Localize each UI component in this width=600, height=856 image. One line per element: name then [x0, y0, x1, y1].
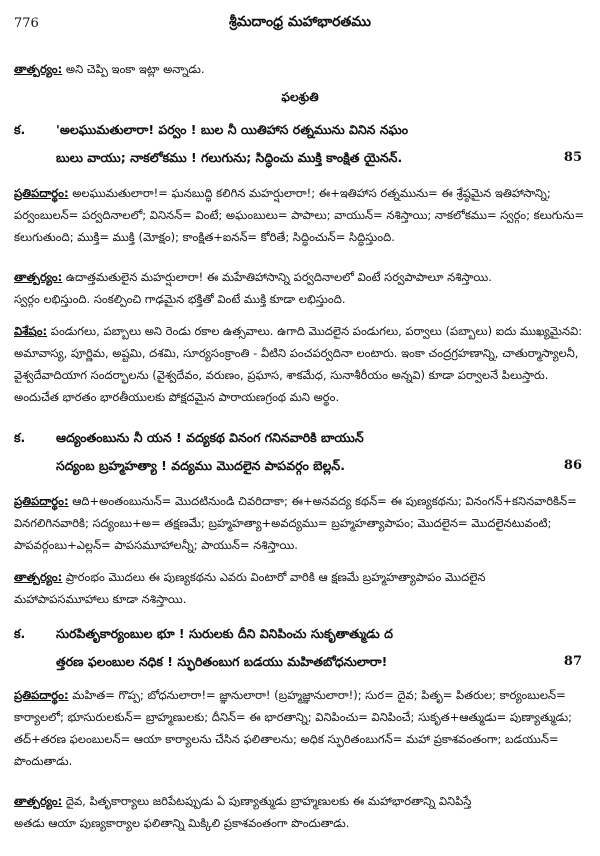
tat-text: ప్రారంభం మొదలు ఈ పుణ్యకథను ఎవరు వింటారో వారికి ఆ క్షణమే బ్రహ్మహత్యాపాపం మొదలైన: [65, 570, 486, 584]
verse-number: 85: [563, 150, 582, 165]
prati-line: వినగలిగినవారికి; సద్యంబు+అ= తక్షణమే; బ్రహ్మహత్యా+అవద్యము= బ్రహ్మహత్యాపాపం; మొదలైన= మొదలైనటువంటి;: [14, 516, 552, 530]
tat-line: స్వర్గం లభిస్తుంది. సంకల్పించి గాఢమైన భక్తితో వింటే ముక్తి కూడా లభిస్తుంది.: [14, 292, 346, 306]
tat-label: తాత్పర్యం:: [14, 570, 63, 584]
tat-label: తాత్పర్యం:: [14, 794, 63, 808]
verse-85-tatparyam: [14, 266, 586, 310]
page-number: 776: [14, 16, 39, 31]
running-title: శ్రీమదాంధ్ర మహాభారతము: [229, 14, 371, 30]
vis-line: [14, 320, 586, 342]
intro-text: అని చెప్పి ఇంకా ఇట్లా అన్నాడు.: [65, 62, 205, 76]
verse-line-1: ఆద్యంతంబును నీ యన ! వద్యకథ వినంగ గనినవారికి బాయున్: [56, 430, 364, 445]
verse-line-1: 'అలఘుమతులారా! పర్వం ! బుల నీ యితిహాస రత్నమును వినిన నఘం: [56, 122, 409, 137]
verse-85-pratipadartham: [14, 182, 586, 248]
verse-line-2: త్తరణ ఫలంబుల నధిక ! స్ఫురితంబుగ బడయు మహితబోధనులారా!: [56, 654, 388, 669]
prati-line: పొందుతాడు.: [14, 754, 73, 768]
verse-number: 87: [563, 654, 582, 669]
tat-line: మహాపాపసమూహాలు కూడా నశిస్తాయి.: [14, 592, 187, 606]
intro-label: తాత్పర్యం:: [14, 62, 63, 76]
prati-line: [14, 490, 586, 512]
verse-meter: క.: [14, 122, 26, 137]
prati-label: ప్రతిపదార్థం:: [14, 494, 69, 508]
prati-label: ప్రతిపదార్థం:: [14, 688, 69, 702]
verse-87: [14, 626, 586, 676]
prati-text: ఆది+అంతంబునున్= మొదటినుండి చివరిదాకా; ఈ+అనవద్య కథన్= ఈ పుణ్యకథను; వినంగన్+కనినవారికిన్=: [72, 494, 577, 508]
intro-paragraph: [14, 58, 586, 80]
verse-86: [14, 430, 586, 480]
tat-line: [14, 266, 586, 288]
vis-line: వైశ్వదేవాదియాగ సందర్భాలను (వైశ్వదేవం, వరుణం, ప్రఘాస, శాకమేధ, సునాశీరీయం అన్నవి) కూడా పర్వాలనే పిలుస్తారు.: [14, 368, 549, 382]
page-header: [0, 14, 600, 34]
verse-meter: క.: [14, 430, 26, 445]
tat-text: దైవ, పితృకార్యాలు జరిపేటప్పుడు ఏ పుణ్యాత్ముడు బ్రాహ్మణులకు ఈ మహాభారతాన్ని వినిపిస్తే: [65, 794, 472, 808]
verse-line-1: సురపితృకార్యంబుల భూ ! సురులకు దీని వినిపించు సుకృతాత్ముడు ద: [56, 626, 393, 641]
tat-text: ఉదాత్తమతులైన మహర్షులారా! ఈ మహేతిహాసాన్ని పర్వదినాలలో వింటే సర్వపాపాలూ నశిస్తాయి.: [65, 270, 492, 284]
prati-line: పాపవర్గంబు+ఎల్లన్= పాపసమూహాలన్నీ; పాయున్= నశిస్తాయి.: [14, 538, 298, 552]
verse-87-tatparyam: [14, 790, 586, 834]
section-heading: ఫలశ్రుతి: [281, 90, 319, 104]
tat-line: అతడు ఆయా పుణ్యకార్యాల ఫలితాన్ని మిక్కిలి ప్రకాశవంతంగా పొందుతాడు.: [14, 816, 350, 830]
verse-85-visesham: [14, 320, 586, 408]
vis-label: విశేషం:: [14, 324, 48, 338]
verse-meter: క.: [14, 626, 26, 641]
verse-number: 86: [563, 458, 582, 473]
prati-line: కలుగుతుంది; ముక్తి= ముక్తి (మోక్షం); కాంక్షిత+ఐనన్= కోరితే; సిద్ధించున్= సిద్ధిస్తుంది.: [14, 230, 395, 244]
prati-line: [14, 182, 586, 204]
verse-87-pratipadartham: [14, 684, 586, 772]
prati-text: మహిత= గొప్ప; బోధనులారా!= జ్ఞానులారా! (బ్రహ్మజ్ఞానులారా!); సుర= దైవ; పితృ= పితరుల; కార్యంబులన్=: [72, 688, 566, 702]
verse-86-pratipadartham: [14, 490, 586, 556]
vis-text: పండుగలు, పబ్బాలు అని రెండు రకాల ఉత్సవాలు. ఉగాది మొదలైన పండుగలు, పర్వాలు (పబ్బాలు) ఐదు ముఖ్యమైనవి:: [50, 324, 583, 338]
verse-line-2: సద్యంబ బ్రహ్మహత్యా ! వద్యము మొదలైన పాపవర్గం బెల్లన్.: [56, 458, 345, 473]
tat-label: తాత్పర్యం:: [14, 270, 63, 284]
tat-line: [14, 566, 586, 588]
prati-line: తద్+తరణ ఫలంబులన్= ఆయా కార్యాలను చేసిన ఫలితాలను; అధిక స్ఫురితంబుగన్= మహా ప్రకాశవంతంగా; బడయున్=: [14, 732, 559, 746]
verse-86-tatparyam: [14, 566, 586, 610]
prati-line: కార్యాలలో; భూసురులకున్= బ్రాహ్మణులకు; దీనిన్= ఈ భారతాన్ని; వినిపించు= వినిపించే; సుకృత+ఆత్ముడు= పుణ్యాత్ముడు;: [14, 710, 573, 724]
verse-line-2: బులు వాయు; నాకలోకము ! గలుగును; సిద్ధించు ముక్తి కాంక్షిత యైనన్.: [56, 150, 403, 165]
prati-line: [14, 684, 586, 706]
verse-85: [14, 122, 586, 172]
vis-line: అందుచేత భారతం భారతీయులకు పోక్షదమైన పారాయణగ్రంథ మని అర్థం.: [14, 390, 340, 404]
tat-line: [14, 790, 586, 812]
prati-line: పర్వంబులన్= పర్వదినాలలో; వినినన్= వింటే; అఘంబులు= పాపాలు; వాయున్= నశిస్తాయి; నాకలోకము= స్వర్గం; కలుగును=: [14, 208, 585, 222]
prati-text: అలఘుమతులారా!= ఘనబుద్ధి కలిగిన మహర్షులారా!; ఈ+ఇతిహాస రత్నమును= ఈ శ్రేష్ఠమైన ఇతిహాసాన్ని;: [72, 186, 551, 200]
vis-line: అమావాస్య, పూర్ణిమ, అష్టమి, దశమి, సూర్యసంక్రాంతి - వీటిని పంచపర్వదినా లంటారు. ఇంకా చంద్రగ్రహణాన్ని, చాతుర్మాస్యాలనీ,: [14, 346, 579, 360]
prati-label: ప్రతిపదార్థం:: [14, 186, 69, 200]
